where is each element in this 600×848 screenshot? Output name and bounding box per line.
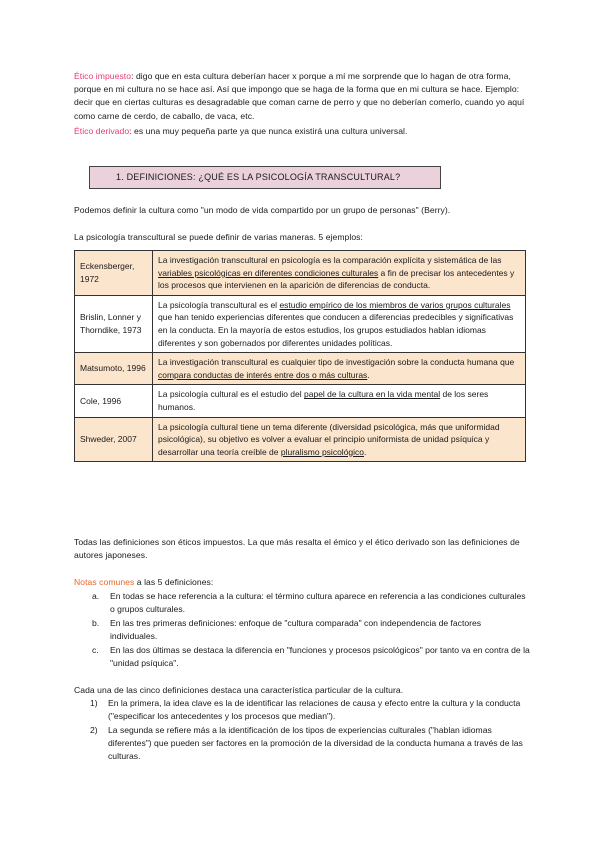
section-heading: 1. DEFINICIONES: ¿QUÉ ES LA PSICOLOGÍA TRANSCULTURAL? xyxy=(89,166,441,189)
culture-definition: Podemos definir la cultura como "un modo de vida compartido por un grupo de personas" (Berry). xyxy=(74,205,451,215)
definition-cell: La psicología transcultural es el estudio empírico de los miembros de varios grupos culturales que han tenido experiencias diferentes que conducen a diferencias predecibles y significativas en la conducta. En la mayoría de estos estudios, los grupos estudiados hablan idiomas diferentes y son gobernados por diferentes unidades políticas. xyxy=(153,295,526,352)
definition-cell: La investigación transcultural es cualquier tipo de investigación sobre la conducta humana que compara conductas de interés entre dos o más culturas. xyxy=(153,353,526,385)
etico-derivado-term: Ético derivado xyxy=(74,126,130,136)
author-cell: Brislin, Lonner y Thorndike, 1973 xyxy=(75,295,153,352)
table-row xyxy=(75,295,526,352)
document-page: Ético impuesto: digo que en esta cultura deberían hacer x porque a mí me sorprende que lo hagan de otra forma, porque en mi cultura no se hace así. Así que impongo que se haga de la forma que en mi cultura se hace. Ejemplo: decir que en ciertas culturas es desagradable que coman carne de perro y que no deberían comerlo, cuando yo aquí como carne de cerdo, de caballo, de vaca, etc. Ético derivado: es una muy pequeña parte ya que nunca existirá una cultura universal. 1. DEFINICIONES: ¿QUÉ ES LA PSICOLOGÍA TRANSCULTURAL? Podemos definir la cultura como "un modo de vida compartido por un grupo de personas" (Berry). La psicología transcultural se puede definir de varias maneras. 5 ejemplos: Eckensberger, 1972 La investigación transcultural en psicología es la comparación explícita y sistemática de las variables psicológicas en diferentes condiciones culturales a fin de precisar los antecedentes y los procesos que intervienen en la aparición de diferencias de conducta. Brislin, Lonner y Thorndike, 1973 La psicología transcultural es el estudio empírico de los miembros de varios grupos culturales que han tenido experiencias diferentes que conducen a diferencias predecibles y significativas en la conducta. En la mayoría de estos estudios, los grupos estudiados hablan idiomas diferentes y son gobernados por diferentes unidades políticas. Matsumoto, 1996 La investigación transcultural es cualquier tipo de investigación sobre la conducta humana que compara conductas de interés entre dos o más culturas. Cole, 1996 La psicología cultural es el estudio del papel de la cultura en la vida mental de los seres humanos. Shweder, 2007 La psicología cultural tiene un tema diferente (diversidad psicológica, más que uniformidad psicológica), su objetivo es volver a evaluar el principio uniformista de unidad psíquica y desarrollar una teoría creíble de pluralismo psicológico. Todas las definiciones son éticos impuestos. La que más resalta el émico y el ético derivado son las definiciones de autores japoneses. Notas comunes a las 5 definiciones: a. En todas se hace referencia a la cultura: el término cultura aparece en referencia a las condiciones culturales o grupos culturales. b. En las tres primeras definiciones: enfoque de "cultura comparada" con independencia de factores individuales. c. En las dos últimas se destaca la diferencia en "funciones y procesos psicológicos" por tanto va en contra de la "unidad psíquica". Cada una de las cinco definiciones destaca una característica particular de la cultura. 1) En la primera, la idea clave es la de identificar las relaciones de causa y efecto entre la cultura y la conducta ("especificar los antecedentes y los procesos que median"). 2) La segunda se refiere más a la identificación de los tipos de experiencias culturales ("hablan idiomas diferentes") que pueden ser factores en la promoción de la diversidad de la conducta humana a través de las culturas. xyxy=(74,71,530,762)
table-row xyxy=(75,417,526,462)
definitions-table xyxy=(74,250,526,462)
table-intro: La psicología transcultural se puede definir de varias maneras. 5 ejemplos: xyxy=(74,232,363,242)
definition-cell: La investigación transcultural en psicología es la comparación explícita y sistemática de las variables psicológicas en diferentes condiciones culturales a fin de precisar los antecedentes y los procesos que intervienen en la aparición de diferencias de conducta. xyxy=(153,251,526,296)
table-row xyxy=(75,251,526,296)
author-cell: Matsumoto, 1996 xyxy=(75,353,153,385)
etico-impuesto-term: Ético impuesto xyxy=(74,71,132,81)
after-table-paragraph: Todas las definiciones son éticos impuestos. La que más resalta el émico y el ético derivado son las definiciones de autores japoneses. xyxy=(74,537,520,561)
cada-una-paragraph: Cada una de las cinco definiciones destaca una característica particular de la cultura. xyxy=(74,685,404,695)
author-cell: Cole, 1996 xyxy=(75,385,153,417)
table-row xyxy=(75,385,526,417)
author-cell: Eckensberger, 1972 xyxy=(75,251,153,296)
author-cell: Shweder, 2007 xyxy=(75,417,153,462)
definition-cell: La psicología cultural tiene un tema diferente (diversidad psicológica, más que uniformidad psicológica), su objetivo es volver a evaluar el principio uniformista de unidad psíquica y desarrollar una teoría creíble de pluralismo psicológico. xyxy=(153,417,526,462)
table-row xyxy=(75,353,526,385)
etico-derivado-paragraph: Ético derivado: es una muy pequeña parte ya que nunca existirá una cultura universal. xyxy=(74,126,408,136)
definition-cell: La psicología cultural es el estudio del papel de la cultura en la vida mental de los seres humanos. xyxy=(153,385,526,417)
notas-heading: Notas comunes a las 5 definiciones: xyxy=(74,577,214,587)
etico-impuesto-paragraph: Ético impuesto: digo que en esta cultura deberían hacer x porque a mí me sorprende que lo hagan de otra forma, porque en mi cultura no se hace así. Así que impongo que se haga de la forma que en mi cultura se hace. Ejemplo: decir que en ciertas culturas es desagradable que coman carne de perro y que no deberían comerlo, cuando yo aquí como carne de cerdo, de caballo, de vaca, etc. xyxy=(74,71,525,121)
notas-term: Notas comunes xyxy=(74,577,135,587)
